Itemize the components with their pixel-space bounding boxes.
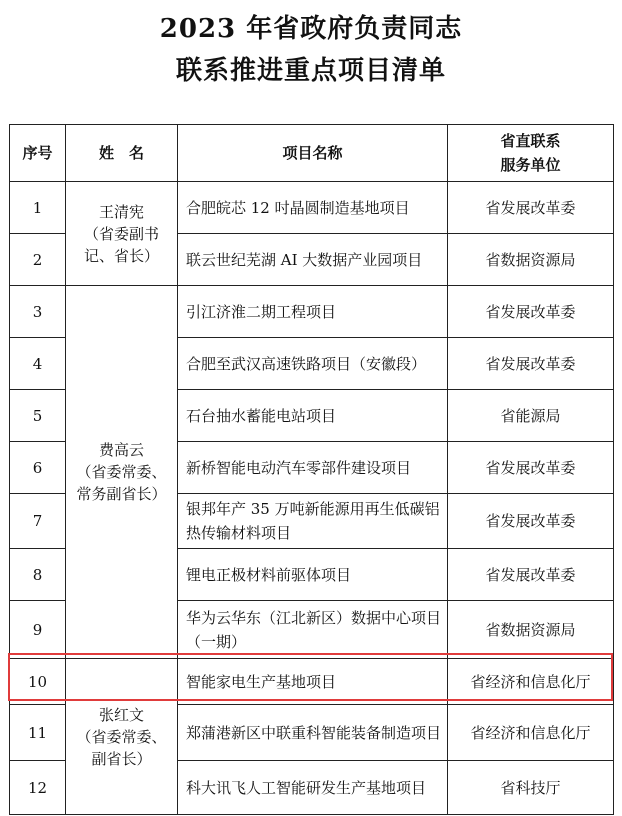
row-no: 6 <box>10 442 66 494</box>
row-no: 4 <box>10 338 66 390</box>
row-project: 新桥智能电动汽车零部件建设项目 <box>178 442 448 494</box>
leader-cell: 费高云 （省委常委、 常务副省长） <box>66 286 178 659</box>
row-no: 3 <box>10 286 66 338</box>
row-project: 引江济淮二期工程项目 <box>178 286 448 338</box>
row-unit: 省发展改革委 <box>448 442 614 494</box>
table-row <box>10 286 614 338</box>
row-project: 科大讯飞人工智能研发生产基地项目 <box>178 761 448 815</box>
row-project: 智能家电生产基地项目 <box>178 659 448 705</box>
row-unit: 省发展改革委 <box>448 549 614 601</box>
row-unit: 省能源局 <box>448 390 614 442</box>
row-unit: 省发展改革委 <box>448 494 614 549</box>
project-table <box>9 124 614 815</box>
row-no: 8 <box>10 549 66 601</box>
table-row <box>10 182 614 234</box>
row-unit: 省经济和信息化厅 <box>448 659 614 705</box>
row-unit: 省数据资源局 <box>448 601 614 659</box>
row-unit: 省经济和信息化厅 <box>448 705 614 761</box>
header-no: 序号 <box>10 125 66 182</box>
row-unit: 省发展改革委 <box>448 182 614 234</box>
row-no: 5 <box>10 390 66 442</box>
row-unit: 省数据资源局 <box>448 234 614 286</box>
leader-cell: 张红文 （省委常委、 副省长） <box>66 659 178 815</box>
table-header-row <box>10 125 614 182</box>
row-project: 锂电正极材料前驱体项目 <box>178 549 448 601</box>
document-title-line2: 联系推进重点项目清单 <box>175 56 446 86</box>
row-project: 银邦年产 35 万吨新能源用再生低碳铝热传输材料项目 <box>178 494 448 549</box>
row-unit: 省发展改革委 <box>448 286 614 338</box>
row-no: 12 <box>10 761 66 815</box>
row-project: 联云世纪芜湖 AI 大数据产业园项目 <box>178 234 448 286</box>
highlight-box <box>8 653 613 701</box>
row-no: 9 <box>10 601 66 659</box>
row-no: 11 <box>10 705 66 761</box>
header-unit: 省直联系 服务单位 <box>448 125 614 182</box>
header-name: 姓 名 <box>66 125 178 182</box>
row-no: 7 <box>10 494 66 549</box>
row-unit: 省发展改革委 <box>448 338 614 390</box>
header-project: 项目名称 <box>178 125 448 182</box>
row-project: 合肥皖芯 12 吋晶圆制造基地项目 <box>178 182 448 234</box>
row-project: 华为云华东（江北新区）数据中心项目（一期） <box>178 601 448 659</box>
row-no: 1 <box>10 182 66 234</box>
leader-cell: 王清宪 （省委副书 记、省长） <box>66 182 178 286</box>
row-unit: 省科技厅 <box>448 761 614 815</box>
row-no: 2 <box>10 234 66 286</box>
row-project: 合肥至武汉高速铁路项目（安徽段） <box>178 338 448 390</box>
row-project: 郑蒲港新区中联重科智能装备制造项目 <box>178 705 448 761</box>
row-no: 10 <box>10 659 66 705</box>
row-project: 石台抽水蓄能电站项目 <box>178 390 448 442</box>
document-title-line1: 2023 年省政府负责同志 <box>159 14 463 44</box>
